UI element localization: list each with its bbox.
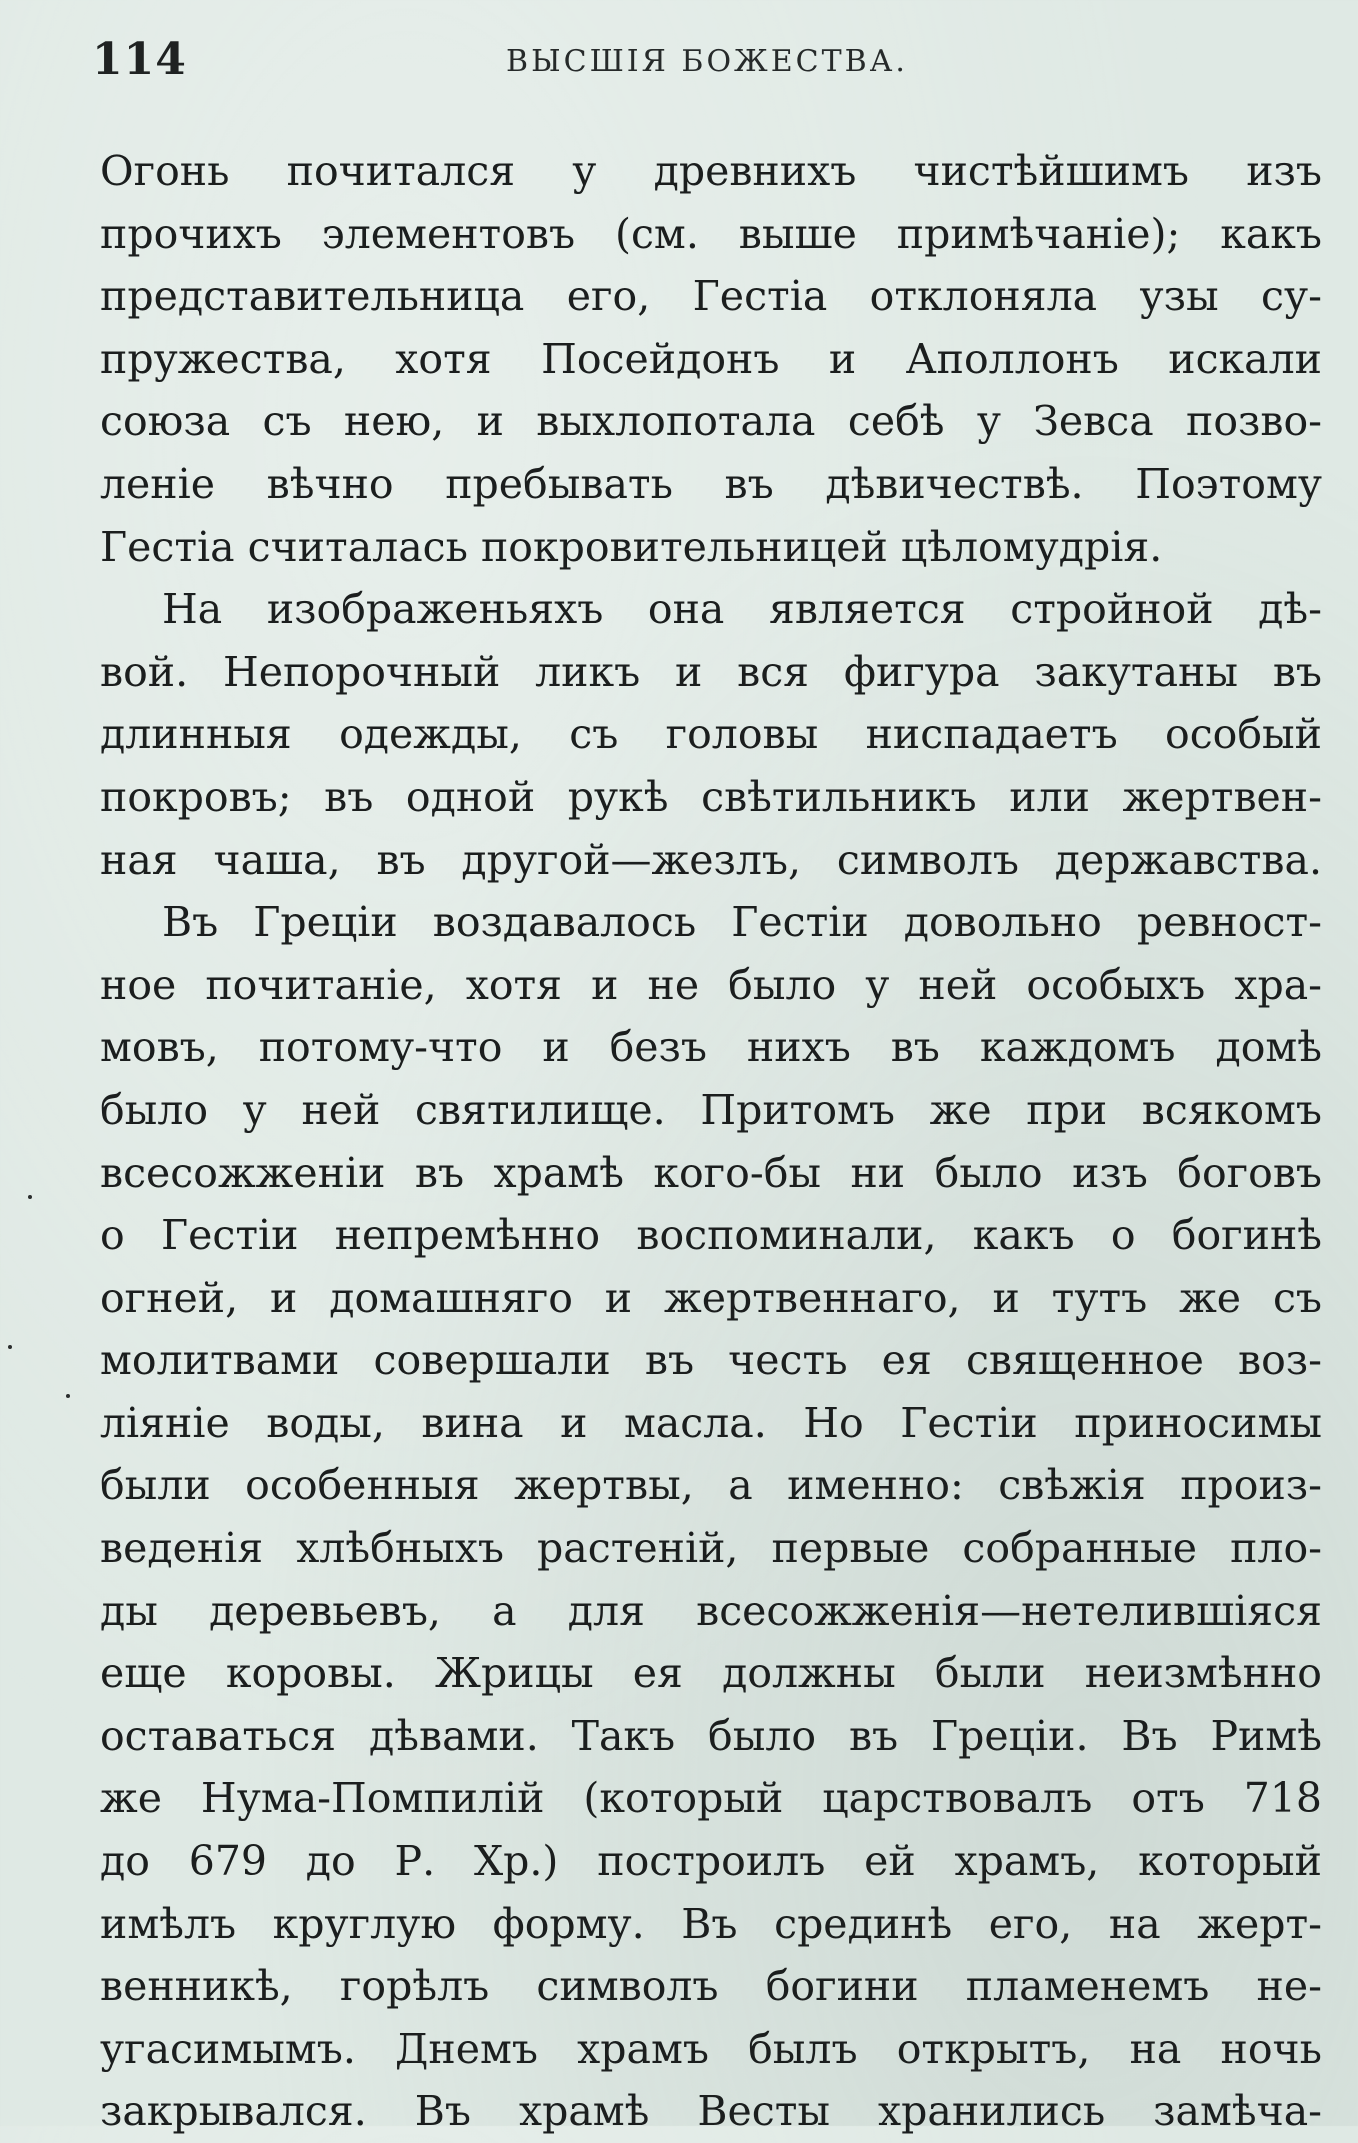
body-text [100,140,1322,2143]
text-line: покровъ; въ одной рукѣ свѣтильникъ или жертвен- [100,772,1322,821]
text-line: ное почитаніе, хотя и не было у ней особыхъ хра- [100,960,1322,1009]
ink-speck [8,1345,12,1349]
text-line: закрывался. Въ храмѣ Весты хранились замѣча- [100,2087,1322,2136]
text-line: мовъ, потому-что и безъ нихъ въ каждомъ домѣ [100,1023,1322,1072]
text-line: пружества, хотя Посейдонъ и Аполлонъ искали [100,334,1322,383]
text-line: веденія хлѣбныхъ растеній, первые собранные пло- [100,1524,1322,1573]
text-line: же Нума-Помпилій (который царствовалъ отъ 718 [100,1774,1322,1823]
text-line: огней, и домашняго и жертвеннаго, и тутъ же съ [100,1273,1322,1322]
text-line: представительница его, Гестіа отклоняла узы су- [100,272,1322,321]
text-line: ная чаша, въ другой—жезлъ, символъ державства. [100,835,1322,884]
text-line: На изображеньяхъ она является стройной дѣ- [162,585,1322,634]
text-line: о Гестіи непремѣнно воспоминали, какъ о богинѣ [100,1211,1322,1260]
text-line: всесожженіи въ храмѣ кого-бы ни было изъ боговъ [100,1148,1322,1197]
text-line: до 679 до Р. Хр.) построилъ ей храмъ, который [100,1837,1322,1886]
text-line: союза съ нею, и выхлопотала себѣ у Зевса позво- [100,397,1322,446]
text-line: Въ Греціи воздавалось Гестіи довольно ревност- [162,898,1322,947]
text-line: были особенныя жертвы, а именно: свѣжія произ- [100,1461,1322,1510]
ink-speck [28,1195,32,1199]
text-line: ліяніе воды, вина и масла. Но Гестіи приносимы [100,1398,1322,1447]
text-line: еще коровы. Жрицы ея должны были неизмѣнно [100,1649,1322,1698]
ink-speck [66,1394,70,1398]
text-line: венникѣ, горѣлъ символъ богини пламенемъ не- [100,1962,1322,2011]
text-line: было у ней святилище. Притомъ же при всякомъ [100,1085,1322,1134]
text-line: угасимымъ. Днемъ храмъ былъ открытъ, на ночь [100,2024,1322,2073]
text-line: оставаться дѣвами. Такъ было въ Греціи. Въ Римѣ [100,1711,1322,1760]
text-line: имѣлъ круглую форму. Въ срединѣ его, на жерт- [100,1899,1322,1948]
text-line: прочихъ элементовъ (см. выше примѣчаніе); какъ [100,209,1322,258]
text-line: ды деревьевъ, а для всесожженія—нетелившіяся [100,1586,1322,1635]
text-line: вой. Непорочный ликъ и вся фигура закутаны въ [100,647,1322,696]
text-line: леніе вѣчно пребывать въ дѣвичествѣ. Поэтому [100,459,1322,508]
text-line: Огонь почитался у древнихъ чистѣйшимъ изъ [100,147,1322,195]
page-number: 114 [92,34,187,85]
text-line: молитвами совершали въ честь ея священное воз- [100,1336,1322,1385]
running-title: ВЫСШІЯ БОЖЕСТВА. [506,44,908,79]
text-line: длинныя одежды, съ головы ниспадаетъ особый [100,710,1322,759]
running-head [92,34,1322,94]
text-line: Гестіа считалась покровительницей цѣломудрія. [100,522,1163,571]
